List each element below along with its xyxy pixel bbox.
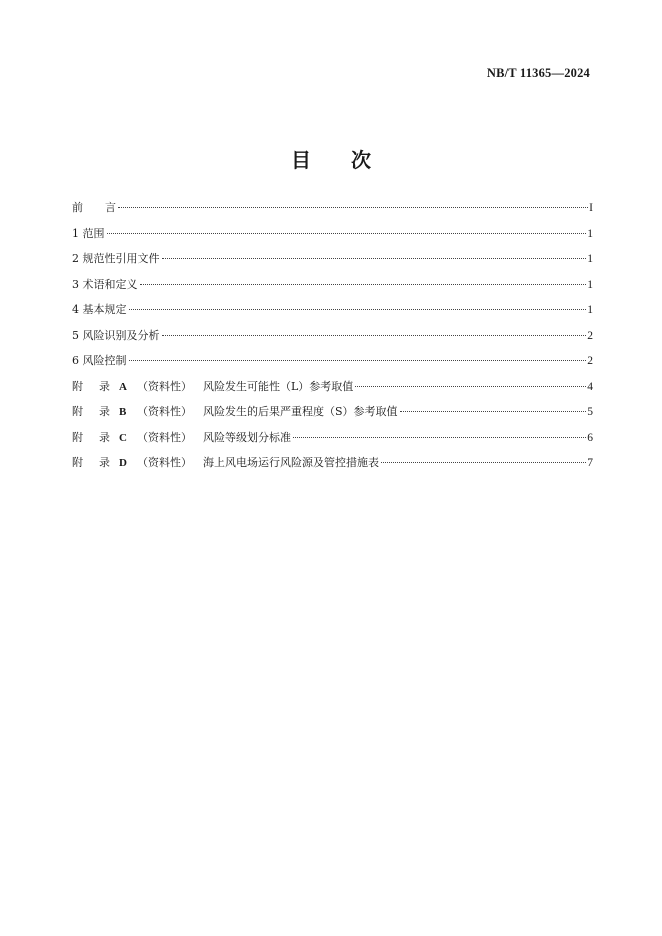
appendix-kind: （资料性） <box>137 456 192 469</box>
toc-label: 3 术语和定义 <box>72 277 138 291</box>
toc-entry-chapter[interactable] <box>72 224 593 250</box>
toc-entry-appendix[interactable] <box>72 428 593 454</box>
toc-leader-dots <box>400 411 587 412</box>
page-title-char-1: 目 <box>291 148 311 172</box>
appendix-fu: 附 <box>72 430 83 444</box>
toc-leader-dots <box>107 233 587 234</box>
toc-entry-appendix[interactable] <box>72 377 593 403</box>
toc-entry-preface[interactable] <box>72 198 593 224</box>
appendix-kind: （资料性） <box>137 430 192 444</box>
appendix-kind: （资料性） <box>137 379 192 393</box>
toc-entry-chapter[interactable] <box>72 351 593 377</box>
toc-leader-dots <box>118 207 588 208</box>
toc-label: 1 范围 <box>72 226 105 240</box>
toc-leader-dots <box>162 335 587 336</box>
table-of-contents <box>72 198 593 479</box>
toc-label <box>72 453 379 473</box>
appendix-lu: 录 <box>99 379 110 393</box>
toc-leader-dots <box>381 462 586 463</box>
page-title-char-2: 次 <box>351 148 371 172</box>
appendix-letter: D <box>119 457 127 469</box>
toc-entry-chapter[interactable] <box>72 326 593 352</box>
toc-leader-dots <box>140 284 587 285</box>
appendix-letter: A <box>119 380 127 393</box>
toc-leader-dots <box>162 258 587 259</box>
toc-leader-dots <box>293 437 586 438</box>
toc-label <box>72 198 116 218</box>
toc-label <box>72 428 291 448</box>
toc-page-number: 4 <box>587 380 593 393</box>
appendix-title: 风险等级划分标准 <box>203 430 291 444</box>
appendix-letter: C <box>119 431 127 444</box>
toc-label: 6 风险控制 <box>72 354 127 367</box>
toc-entry-appendix[interactable] <box>72 453 593 479</box>
toc-page-number: 7 <box>587 457 593 469</box>
toc-label <box>72 402 398 422</box>
appendix-letter: B <box>119 406 127 418</box>
toc-page-number: 1 <box>587 278 593 291</box>
appendix-lu: 录 <box>99 430 110 444</box>
appendix-lu: 录 <box>99 405 110 418</box>
appendix-title: 风险发生可能性（L）参考取值 <box>203 379 354 393</box>
toc-label <box>72 377 353 397</box>
toc-leader-dots <box>129 309 587 310</box>
appendix-fu: 附 <box>72 405 83 418</box>
toc-label: 4 基本规定 <box>72 303 127 316</box>
toc-label: 5 风险识别及分析 <box>72 328 160 342</box>
toc-page-number: 2 <box>587 355 593 367</box>
appendix-lu: 录 <box>99 456 110 469</box>
appendix-title: 海上风电场运行风险源及管控措施表 <box>203 456 379 469</box>
toc-label: 2 规范性引用文件 <box>72 252 160 265</box>
toc-page-number: 2 <box>587 329 593 342</box>
toc-entry-appendix[interactable] <box>72 402 593 428</box>
appendix-title: 风险发生的后果严重程度（S）参考取值 <box>203 405 398 418</box>
toc-leader-dots <box>129 360 587 361</box>
toc-entry-chapter[interactable] <box>72 275 593 301</box>
toc-page-number: 1 <box>587 227 593 240</box>
document-code: NB/T 11365—2024 <box>486 66 590 80</box>
toc-page-number: 5 <box>587 406 593 418</box>
appendix-fu: 附 <box>72 379 83 393</box>
toc-entry-chapter[interactable] <box>72 300 593 326</box>
toc-preface-char-1: 前 <box>72 201 83 214</box>
page-title <box>0 144 662 173</box>
toc-page-number: 1 <box>587 304 593 316</box>
toc-page-number: 1 <box>587 253 593 265</box>
toc-leader-dots <box>355 386 586 387</box>
toc-page-number: 6 <box>587 431 593 444</box>
toc-entry-chapter[interactable] <box>72 249 593 275</box>
toc-preface-char-2: 言 <box>105 201 116 214</box>
appendix-fu: 附 <box>72 456 83 469</box>
toc-page-number: I <box>589 202 593 214</box>
appendix-kind: （资料性） <box>137 405 192 418</box>
